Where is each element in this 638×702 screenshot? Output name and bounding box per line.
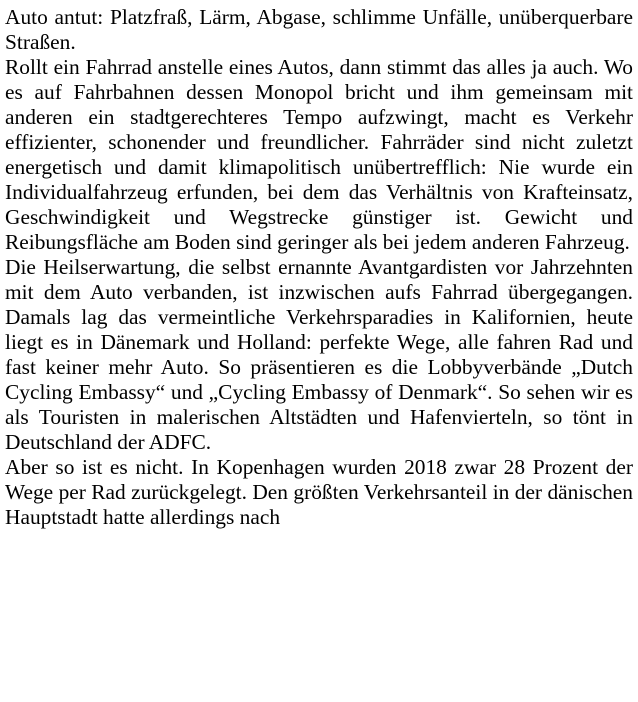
paragraph-4: Aber so ist es nicht. In Kopenhagen wurden 2018 zwar 28 Prozent der Wege per Rad zurückgelegt. Den größten Verkehrsanteil in der dänischen Hauptstadt hatte allerdings nach (5, 455, 633, 529)
paragraph-2: Rollt ein Fahrrad anstelle eines Autos, dann stimmt das alles ja auch. Wo es auf Fahrbahnen dessen Monopol bricht und ihm gemeinsam mit anderen ein stadtgerechteres Tempo aufzwingt, macht es Verkehr effizienter, schonender und freundlicher. Fahrräder sind nicht zuletzt energetisch und damit klimapolitisch unübertrefflich: Nie wurde ein Individualfahrzeug erfunden, bei dem das Verhältnis von Krafteinsatz, Geschwindigkeit und Wegstrecke günstiger ist. Gewicht und Reibungsfläche am Boden sind geringer als bei jedem anderen Fahrzeug. (5, 55, 633, 254)
paragraph-3: Die Heilserwartung, die selbst ernannte Avantgardisten vor Jahrzehnten mit dem Auto verbanden, ist inzwischen aufs Fahrrad übergegangen. Damals lag das vermeintliche Verkehrsparadies in Kalifornien, heute liegt es in Dänemark und Holland: perfekte Wege, alle fahren Rad und fast keiner mehr Auto. So präsentieren es die Lobbyverbände „Dutch Cycling Embassy“ und „Cycling Embassy of Denmark“. So sehen wir es als Touristen in malerischen Altstädten und Hafenvierteln, so tönt in Deutschland der ADFC. (5, 255, 633, 454)
paragraph-1: Auto antut: Platzfraß, Lärm, Abgase, schlimme Unfälle, unüberquerbare Straßen. (5, 5, 633, 54)
